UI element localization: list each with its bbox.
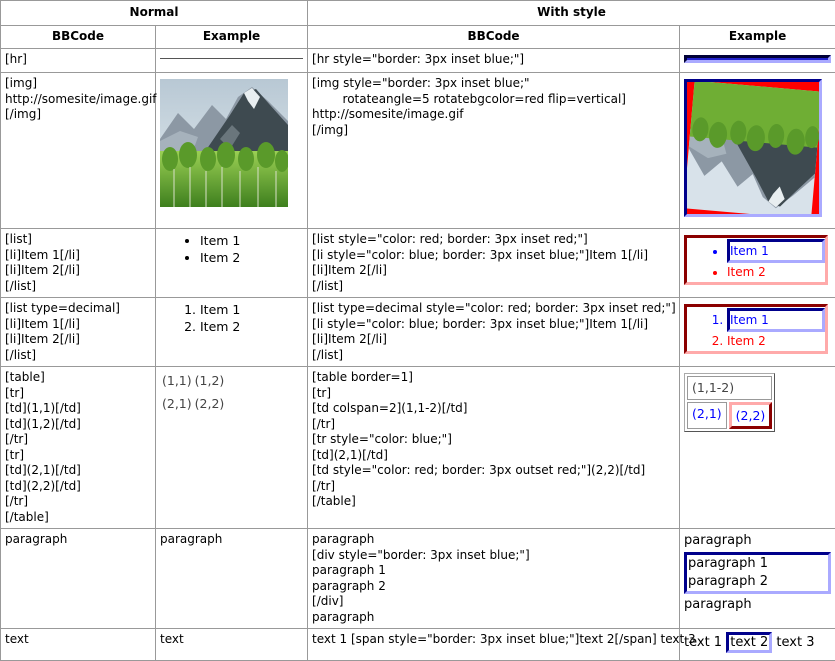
- para-code: paragraph: [1, 529, 156, 629]
- horizontal-rule: [160, 58, 303, 59]
- styled-bullet-list: [684, 235, 828, 285]
- text-1: text 1: [684, 635, 722, 650]
- cell-1-2: (1,2): [195, 372, 226, 393]
- bbcode-column-header: BBCode: [1, 26, 156, 49]
- cell-2-2: (2,2): [729, 402, 773, 430]
- styled-example-column-header: Example: [680, 26, 835, 49]
- list-item: 2. Item 2: [200, 318, 303, 335]
- hr-styled-code: [hr style="border: 3px inset blue;"]: [308, 49, 680, 73]
- example-column-header: Example: [156, 26, 308, 49]
- styled-list-item: • Item 1: [727, 239, 825, 263]
- list-example: [156, 229, 308, 298]
- cell-2-1: (2,1): [687, 402, 727, 430]
- list-styled-code: [list style="color: red; border: 3px inset red;"] [li style="color: blue; border: 3px inset blue;"]Item 1[/li] [li]Item 2[/li] [/list]: [308, 229, 680, 298]
- list-code: [list] [li]Item 1[/li] [li]Item 2[/li] [/list]: [1, 229, 156, 298]
- list-item: 2. Item 2: [727, 332, 825, 350]
- mountain-image: [160, 79, 288, 207]
- cell-1-1-2: (1,1-2): [687, 376, 772, 400]
- text-styled-code: text 1 [span style="border: 3px inset blue;"]text 2[/span] text 3: [308, 629, 680, 661]
- list-item: • Item 2: [727, 263, 825, 281]
- list-item: • Item 2: [200, 249, 303, 266]
- styled-horizontal-rule: [684, 55, 831, 63]
- img-styled-code: [img style="border: 3px inset blue;" rotateangle=5 rotatebgcolor=red flip=vertical] http://somesite/image.gif [/img]: [308, 73, 680, 229]
- hr-code: [hr]: [1, 49, 156, 73]
- paragraph-1: paragraph 1: [688, 555, 827, 573]
- normal-header: Normal: [1, 1, 308, 26]
- list-item: • Item 1: [200, 232, 303, 249]
- para-styled-code: paragraph [div style="border: 3px inset blue;"] paragraph 1 paragraph 2 [/div] paragraph: [308, 529, 680, 629]
- hr-example: [156, 49, 308, 73]
- bordered-span: text 2: [726, 632, 772, 653]
- hr-styled-example: [680, 49, 835, 73]
- text-code: text: [1, 629, 156, 661]
- rotated-flipped-mountain-image: [687, 82, 819, 214]
- table-row: [1, 629, 835, 661]
- img-styled-example: [680, 73, 835, 229]
- para-styled-example: [680, 529, 835, 629]
- img-example: [156, 73, 308, 229]
- table-row: [1, 49, 835, 73]
- decimal-list-styled-example: [680, 298, 835, 367]
- table-row: [1, 367, 835, 529]
- paragraph: paragraph: [684, 532, 831, 550]
- table-row: [1, 73, 835, 229]
- plain-inner-table: [160, 370, 227, 417]
- text-example: text: [156, 629, 308, 661]
- list-item: 1. Item 1: [200, 301, 303, 318]
- bordered-inner-table: [684, 373, 775, 432]
- numbered-list: [160, 301, 303, 335]
- paragraph: paragraph: [684, 596, 831, 614]
- img-code: [img] http://somesite/image.gif [/img]: [1, 73, 156, 229]
- decimal-list-styled-code: [list type=decimal style="color: red; border: 3px inset red;"] [li style="color: blue; border: 3px inset blue;"]Item 1[/li] [li]Item 2[/li] [/list]: [308, 298, 680, 367]
- styled-list-item: 1. Item 1: [727, 308, 825, 332]
- table-code: [table] [tr] [td](1,1)[/td] [td](1,2)[/td] [/tr] [tr] [td](2,1)[/td] [td](2,2)[/td] [/tr] [/table]: [1, 367, 156, 529]
- text-3: text 3: [776, 635, 814, 650]
- table-row: [1, 529, 835, 629]
- styled-numbered-list: [684, 304, 828, 354]
- cell-1-1: (1,1): [162, 372, 193, 393]
- list-styled-example: [680, 229, 835, 298]
- table-row: [1, 229, 835, 298]
- table-example: [156, 367, 308, 529]
- styled-bbcode-column-header: BBCode: [308, 26, 680, 49]
- rotated-image-frame: [684, 79, 822, 217]
- paragraph-2: paragraph 2: [688, 573, 827, 591]
- bullet-list: [160, 232, 303, 266]
- decimal-list-code: [list type=decimal] [li]Item 1[/li] [li]Item 2[/li] [/list]: [1, 298, 156, 367]
- bordered-div: [684, 552, 831, 594]
- table-styled-code: [table border=1] [tr] [td colspan=2](1,1-2)[/td] [/tr] [tr style="color: blue;"] [td](2,1)[/td] [td style="color: red; border: 3px outset red;"](2,2)[/td] [/tr] [/table]: [308, 367, 680, 529]
- cell-2-1: (2,1): [162, 395, 193, 416]
- with-style-header: With style: [308, 1, 835, 26]
- cell-2-2: (2,2): [195, 395, 226, 416]
- text-styled-example: [680, 629, 835, 661]
- decimal-list-example: [156, 298, 308, 367]
- table-row: [1, 298, 835, 367]
- table-styled-example: [680, 367, 835, 529]
- para-example: paragraph: [156, 529, 308, 629]
